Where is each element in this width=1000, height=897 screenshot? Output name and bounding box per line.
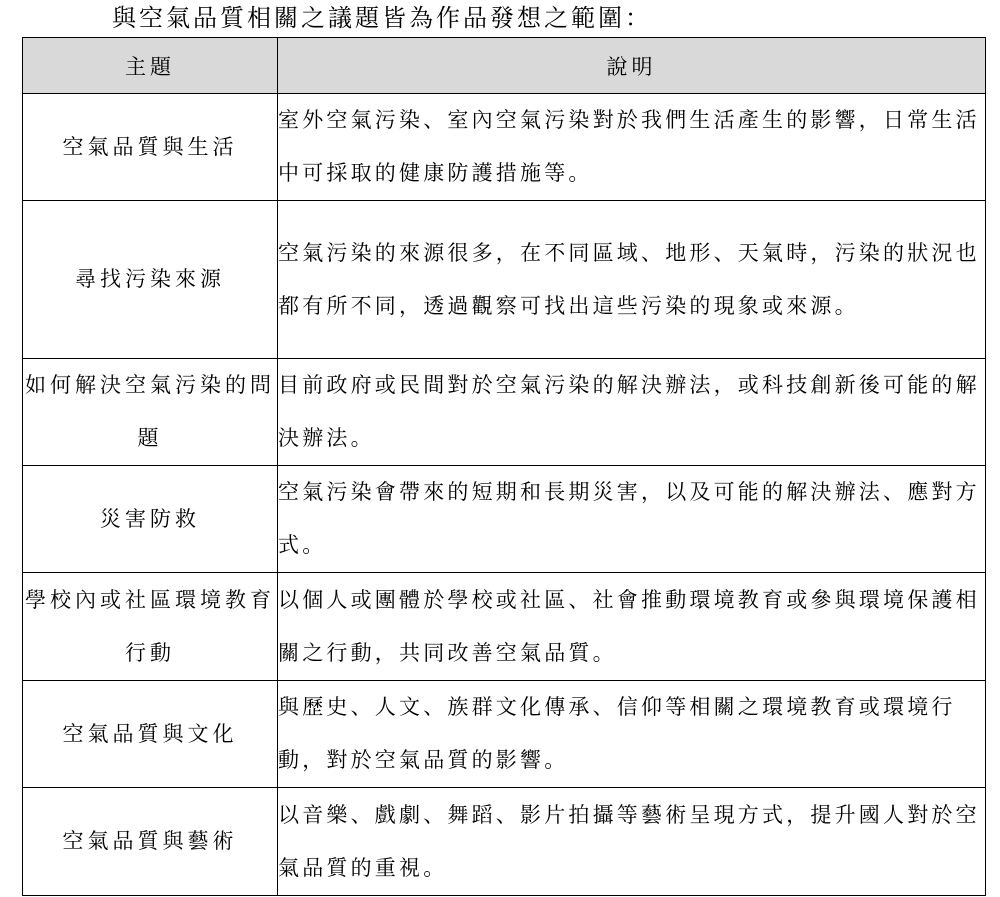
- page-heading: 與空氣品質相關之議題皆為作品發想之範圍：: [112, 4, 652, 32]
- topic-cell: 空氣品質與文化: [23, 681, 278, 788]
- description-cell: 空氣污染的來源很多，在不同區域、地形、天氣時，污染的狀況也都有所不同，透過觀察可找出這些污染的現象或來源。: [278, 201, 986, 359]
- table-row: [23, 94, 986, 201]
- table-row: [23, 788, 986, 896]
- topics-table: [22, 37, 986, 896]
- topic-cell: 如何解決空氣污染的問題: [23, 359, 278, 466]
- topic-cell: 空氣品質與藝術: [23, 788, 278, 896]
- table-row: [23, 201, 986, 359]
- topic-cell: 學校內或社區環境教育行動: [23, 573, 278, 681]
- description-cell: 與歷史、人文、族群文化傳承、信仰等相關之環境教育或環境行動，對於空氣品質的影響。: [278, 681, 986, 788]
- description-cell: 以音樂、戲劇、舞蹈、影片拍攝等藝術呈現方式，提升國人對於空氣品質的重視。: [278, 788, 986, 896]
- table-row: [23, 359, 986, 466]
- table-header-row: [23, 38, 986, 94]
- topic-cell: 空氣品質與生活: [23, 94, 278, 201]
- table-row: [23, 573, 986, 681]
- description-cell: 空氣污染會帶來的短期和長期災害，以及可能的解決辦法、應對方式。: [278, 466, 986, 573]
- description-cell: 以個人或團體於學校或社區、社會推動環境教育或參與環境保護相關之行動，共同改善空氣品質。: [278, 573, 986, 681]
- header-description: 說明: [278, 38, 986, 94]
- description-cell: 室外空氣污染、室內空氣污染對於我們生活產生的影響，日常生活中可採取的健康防護措施等。: [278, 94, 986, 201]
- table-row: [23, 466, 986, 573]
- table-row: [23, 681, 986, 788]
- topic-cell: 尋找污染來源: [23, 201, 278, 359]
- header-topic: 主題: [23, 38, 278, 94]
- topic-cell: 災害防救: [23, 466, 278, 573]
- description-cell: 目前政府或民間對於空氣污染的解決辦法，或科技創新後可能的解決辦法。: [278, 359, 986, 466]
